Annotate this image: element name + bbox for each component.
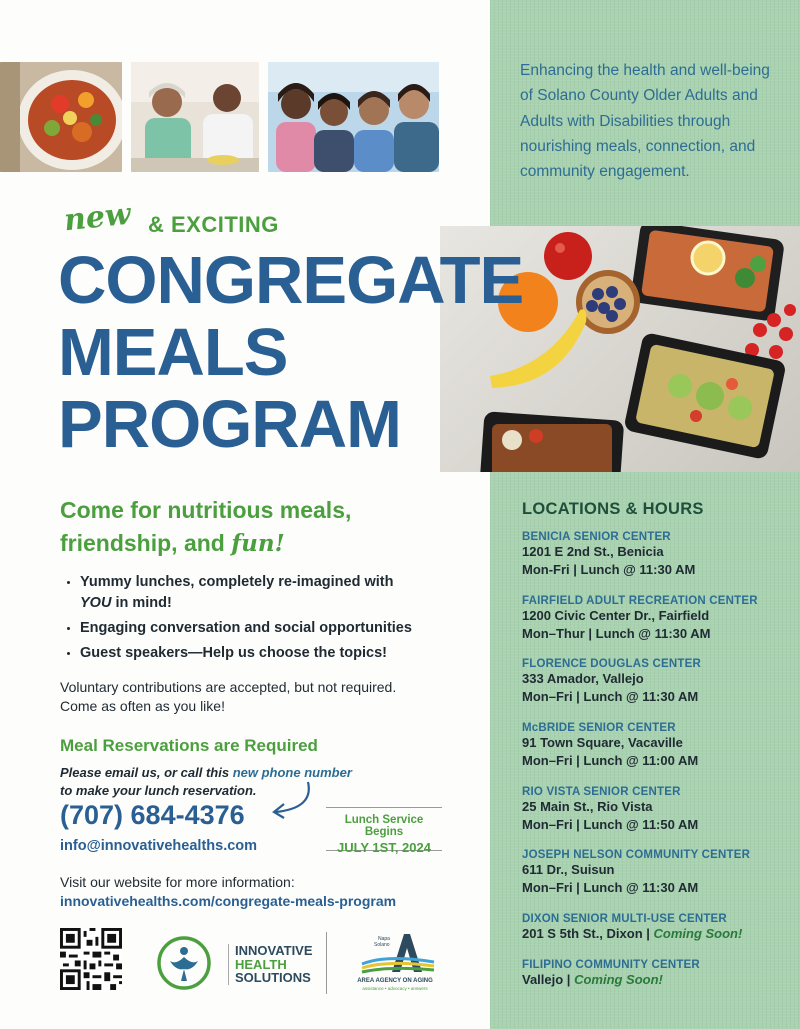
location-address: 201 S 5th St., Dixon | — [522, 926, 654, 941]
location-name: FAIRFIELD ADULT RECREATION CENTER — [522, 595, 758, 607]
bullet-text: in mind! — [111, 595, 172, 611]
logo-divider — [326, 932, 327, 994]
email-link[interactable]: info@innovativehealths.com — [60, 838, 258, 854]
location-address: 1200 Civic Center Dr., Fairfield — [522, 608, 710, 623]
location-name: BENICIA SENIOR CENTER — [522, 531, 671, 543]
location-hours: Mon-Fri | Lunch @ 11:30 AM — [522, 562, 696, 577]
location-name: FLORENCE DOUGLAS CENTER — [522, 658, 702, 670]
contribution-line-1: Voluntary contributions are accepted, but not required. — [60, 679, 397, 695]
curved-arrow-icon — [268, 778, 316, 820]
location-hours: Mon–Fri | Lunch @ 11:30 AM — [522, 689, 699, 704]
title-line-2: MEALS — [58, 315, 288, 390]
bullet-text: Yummy lunches, completely re-imagined with — [80, 574, 394, 590]
contribution-note — [60, 678, 460, 715]
new-word: new — [62, 196, 133, 239]
location-name: DIXON SENIOR MULTI-USE CENTER — [522, 913, 727, 925]
website-text: Visit our website for more information: — [60, 874, 295, 890]
aaa-region-text: Solano — [374, 942, 390, 948]
location-address: 25 Main St., Rio Vista — [522, 799, 653, 814]
location-item — [522, 722, 792, 770]
location-address: 611 Dr., Suisun — [522, 862, 615, 877]
location-item — [522, 913, 792, 943]
headline-line-2: friendship, and — [60, 530, 232, 556]
location-address: 91 Town Square, Vacaville — [522, 735, 683, 750]
reservations-text: Please email us, or call this — [60, 765, 233, 780]
headline-fun: fun! — [231, 530, 285, 557]
location-item — [522, 531, 792, 579]
coming-soon-label: Coming Soon! — [574, 972, 663, 987]
bullet-emphasis: YOU — [80, 595, 112, 611]
aaa-region-text: Napa — [378, 936, 390, 942]
location-address: 333 Amador, Vallejo — [522, 671, 644, 686]
location-item — [522, 658, 792, 706]
phone-number[interactable]: (707) 684-4376 — [60, 800, 245, 830]
innovative-health-logo-icon — [156, 935, 212, 991]
location-name: JOSEPH NELSON COMMUNITY CENTER — [522, 849, 751, 861]
qr-code-icon[interactable] — [60, 928, 122, 990]
innovative-health-wordmark — [228, 944, 313, 985]
bullet-item: • Guest speakers—Help us choose the topics! — [80, 643, 480, 664]
location-hours: Mon–Fri | Lunch @ 11:30 AM — [522, 880, 699, 895]
headline-line-1: Come for nutritious meals, — [60, 497, 352, 523]
location-item — [522, 959, 792, 989]
food-bowl-photo — [0, 62, 122, 172]
reservations-text-2: to make your lunch reservation. — [60, 783, 257, 798]
exciting-label: & EXCITING — [148, 212, 279, 237]
aaa-subtitle: assistance • advocacy • answers — [362, 986, 428, 991]
seniors-group-photo — [268, 62, 439, 172]
website-info — [60, 873, 460, 911]
bullet-item: • Engaging conversation and social opportunities — [80, 618, 480, 639]
bullet-list — [60, 572, 480, 668]
tagline: Enhancing the health and well-being of Solano County Older Adults and Adults with Disabilities through nourishing meals, connection, and community engagement. — [520, 62, 770, 181]
reservations-instructions — [60, 764, 390, 800]
seniors-dining-photo — [131, 62, 259, 172]
lunch-service-date: JULY 1ST, 2024 — [337, 840, 431, 855]
location-item — [522, 849, 792, 897]
contribution-line-2: Come as often as you like! — [60, 697, 225, 714]
location-name: RIO VISTA SENIOR CENTER — [522, 786, 681, 798]
website-link[interactable]: innovativehealths.com/congregate-meals-program — [60, 893, 397, 909]
ihs-line-2: HEALTH — [235, 956, 287, 972]
location-item — [522, 595, 792, 643]
bullet-item — [80, 572, 480, 614]
coming-soon-label: Coming Soon! — [653, 926, 743, 941]
locations-heading: LOCATIONS & HOURS — [522, 500, 704, 518]
location-address: 1201 E 2nd St., Benicia — [522, 544, 664, 559]
title-line-1: CONGREGATE — [58, 243, 524, 318]
location-hours: Mon–Fri | Lunch @ 11:50 AM — [522, 817, 699, 832]
reservations-highlight: new phone number — [232, 765, 352, 780]
headline — [60, 494, 460, 560]
location-hours: Mon–Fri | Lunch @ 11:00 AM — [522, 753, 699, 768]
ihs-line-3: SOLUTIONS — [235, 970, 311, 985]
ihs-line-1: INNOVATIVE — [235, 943, 313, 958]
location-name: McBRIDE SENIOR CENTER — [522, 722, 676, 734]
title-line-3: PROGRAM — [58, 387, 401, 462]
aaa-name: AREA AGENCY ON AGING — [357, 978, 433, 984]
location-item — [522, 786, 792, 834]
location-name: FILIPINO COMMUNITY CENTER — [522, 959, 700, 971]
lunch-service-label: Lunch Service Begins — [344, 814, 424, 838]
location-address: Vallejo | — [522, 972, 575, 987]
lunch-service-box — [326, 807, 442, 855]
reservations-heading: Meal Reservations are Required — [60, 736, 318, 755]
location-hours: Mon–Thur | Lunch @ 11:30 AM — [522, 626, 711, 641]
